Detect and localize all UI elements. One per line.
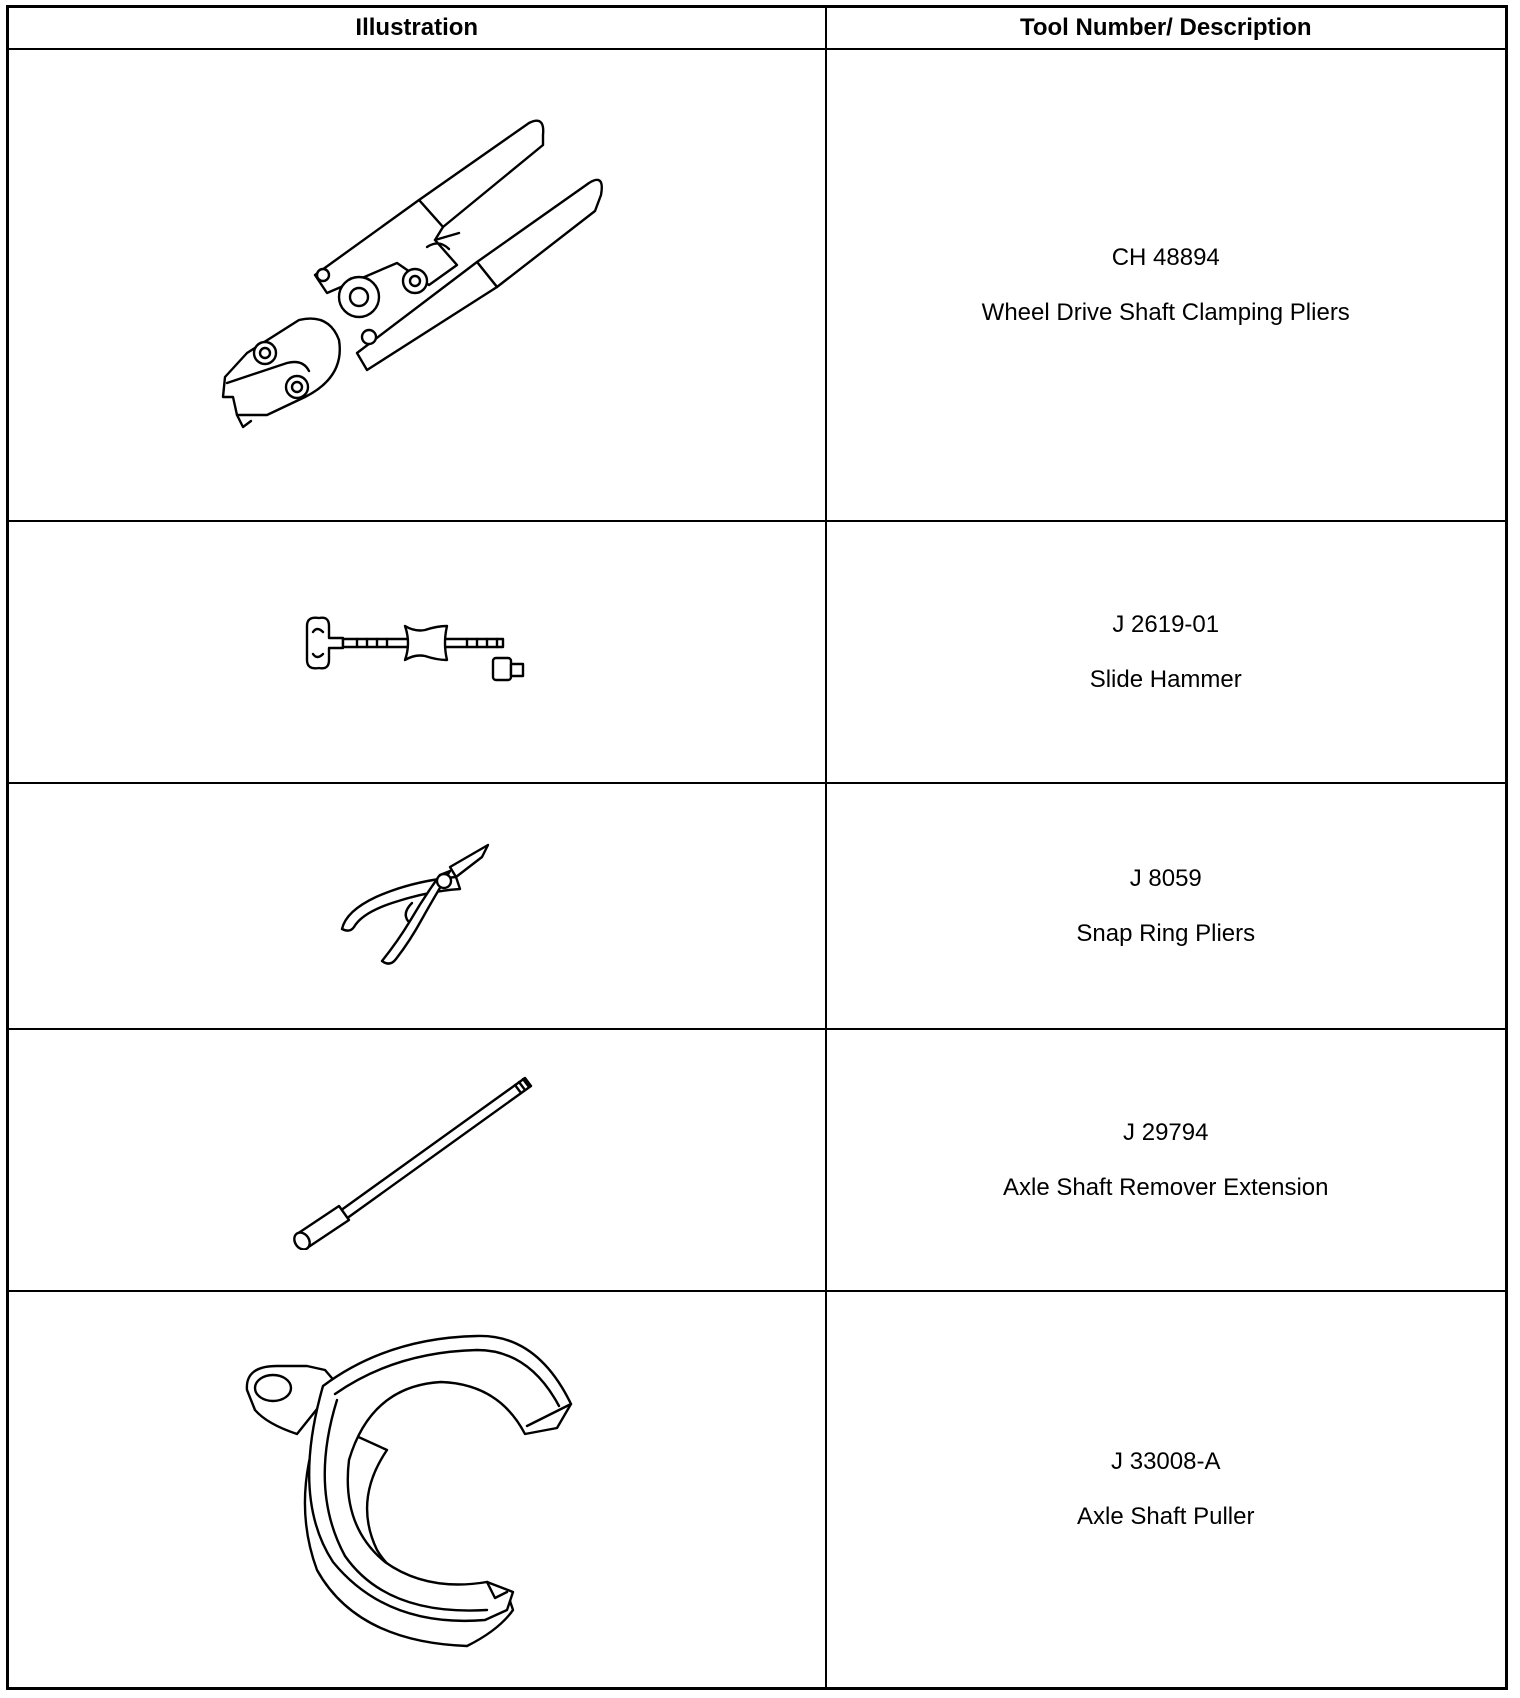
tool-number: J 8059	[1129, 864, 1202, 892]
clamping-pliers-icon	[207, 115, 627, 455]
illustration-cell	[8, 49, 826, 521]
illustration-cell	[8, 521, 826, 783]
tool-cell	[826, 783, 1507, 1029]
table-row	[8, 1291, 1507, 1689]
tool-number: J 29794	[1123, 1118, 1209, 1146]
tool-header: Tool Number/ Description	[826, 7, 1507, 50]
tool-number: J 33008-A	[1111, 1448, 1221, 1475]
illustration-cell	[8, 1029, 826, 1291]
tool-description: Slide Hammer	[1089, 665, 1242, 693]
tool-number: CH 48894	[1111, 243, 1220, 271]
tool-description: Axle Shaft Puller	[1077, 1503, 1255, 1530]
tool-description: Axle Shaft Remover Extension	[1003, 1173, 1329, 1201]
illustration-cell	[8, 783, 826, 1029]
slide-hammer-icon	[297, 612, 537, 692]
tool-description: Snap Ring Pliers	[1076, 919, 1256, 947]
tool-number: J 2619-01	[1112, 610, 1220, 638]
table-row	[8, 49, 1507, 521]
tool-cell	[826, 1029, 1507, 1291]
remover-extension-icon	[287, 1070, 547, 1250]
axle-shaft-puller-icon	[237, 1330, 597, 1650]
table-row	[8, 521, 1507, 783]
table-row	[8, 783, 1507, 1029]
table-row	[8, 1029, 1507, 1291]
tool-cell	[826, 1291, 1507, 1689]
tool-cell	[826, 49, 1507, 521]
illustration-header: Illustration	[8, 7, 826, 50]
snap-ring-pliers-icon	[332, 841, 502, 971]
special-tools-table	[6, 5, 1508, 1690]
tool-cell	[826, 521, 1507, 783]
header-row	[8, 7, 1507, 50]
illustration-cell	[8, 1291, 826, 1689]
tool-description: Wheel Drive Shaft Clamping Pliers	[981, 298, 1350, 326]
